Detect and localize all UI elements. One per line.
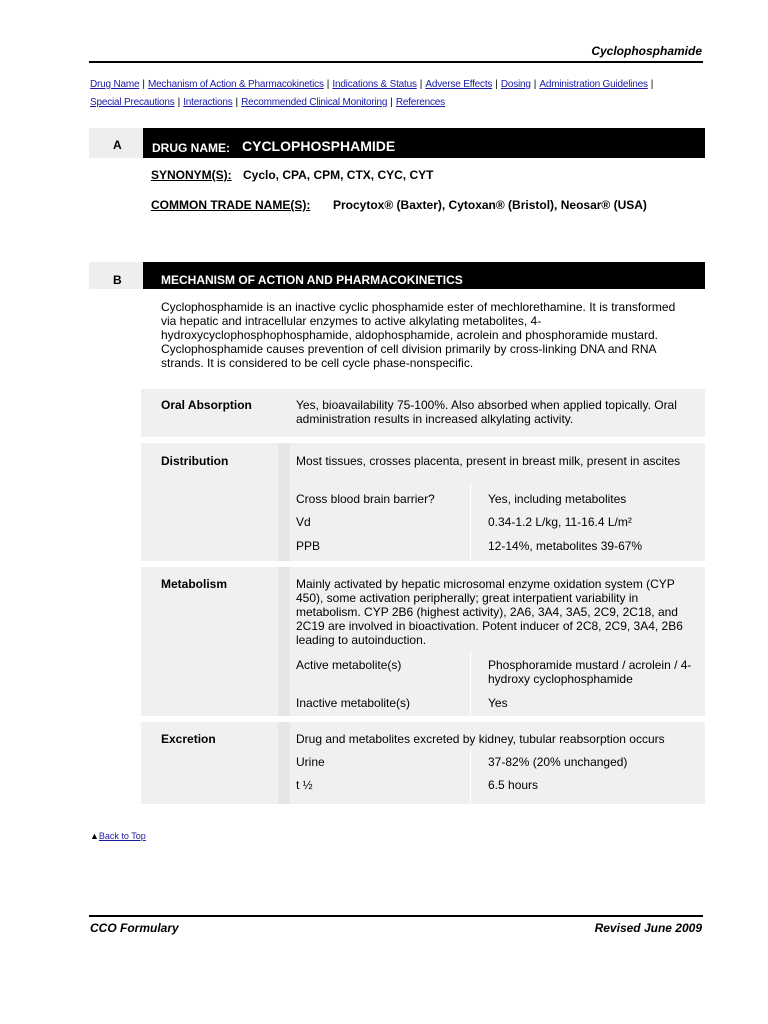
section-nav-row-1: Drug Name | Mechanism of Action & Pharmacokinetics | Indications & Status | Adverse Effects | Dosing | Administration Guidelines | xyxy=(90,79,654,90)
nav-link-special-precautions[interactable]: Special Precautions xyxy=(90,97,175,108)
nav-link-administration[interactable]: Administration Guidelines xyxy=(539,79,648,90)
distribution-value-vd: 0.34-1.2 L/kg, 11-16.4 L/m² xyxy=(488,515,632,529)
section-a-marker xyxy=(89,128,145,158)
distribution-text: Most tissues, crosses placenta, present in breast milk, present in ascites xyxy=(296,454,681,468)
section-b-heading xyxy=(143,262,705,289)
section-b-marker xyxy=(89,262,145,289)
metabolism-label: Metabolism xyxy=(161,577,228,591)
nav-link-dosing[interactable]: Dosing xyxy=(500,79,531,90)
nav-link-drug-name[interactable]: Drug Name xyxy=(90,79,140,90)
nav-link-interactions[interactable]: Interactions xyxy=(183,97,233,108)
metabolism-row xyxy=(141,567,705,716)
distribution-value-bbb: Yes, including metabolites xyxy=(488,492,627,506)
oral-absorption-label: Oral Absorption xyxy=(161,398,252,412)
nav-link-indications[interactable]: Indications & Status xyxy=(332,79,417,90)
back-to-top xyxy=(90,831,146,841)
distribution-label: Distribution xyxy=(161,454,229,468)
section-nav-row-2: Special Precautions | Interactions | Recommended Clinical Monitoring | References xyxy=(90,97,445,108)
excretion-row xyxy=(141,722,705,804)
metabolism-text: Mainly activated by hepatic microsomal enzyme oxidation system (CYP 450), some activation peripherally; great interpatient variability in metabolism. CYP 2B6 (highest activity), 2A6, 3A4, 3A5, 2C9, 2C18, and 2C19 are involved in bioactivation. Potent inducer of 2C8, 2C9, 3A4, 2B6 leading to autoinduction. xyxy=(296,577,683,647)
excretion-text: Drug and metabolites excreted by kidney, tubular reabsorption occurs xyxy=(296,732,665,746)
section-a-letter: A xyxy=(113,138,122,152)
header-rule xyxy=(89,61,703,63)
nav-link-adverse-effects[interactable]: Adverse Effects xyxy=(425,79,493,90)
section-a-heading xyxy=(143,128,705,158)
section-b-title: MECHANISM OF ACTION AND PHARMACOKINETICS xyxy=(161,273,463,287)
synonyms-label: SYNONYM(S): xyxy=(151,168,232,182)
metabolism-key-inactive: Inactive metabolite(s) xyxy=(296,696,411,710)
metabolism-value-active: Phosphoramide mustard / acrolein / 4-hydroxy cyclophosphamide xyxy=(488,658,692,686)
oral-absorption-text: Yes, bioavailability 75-100%. Also absorbed when applied topically. Oral administration results in increased alkylating activity. xyxy=(296,398,677,426)
trade-names-value: Procytox® (Baxter), Cytoxan® (Bristol), Neosar® (USA) xyxy=(333,198,647,212)
pharmacokinetics-table xyxy=(141,389,705,804)
metabolism-value-inactive: Yes xyxy=(488,696,508,710)
distribution-value-ppb: 12-14%, metabolites 39-67% xyxy=(488,539,643,553)
mechanism-paragraph: Cyclophosphamide is an inactive cyclic phosphamide ester of mechlorethamine. It is transformed via hepatic and intracellular enzymes to active alkylating metabolites, 4-hydroxycyclophosphophosphamide, aldophosphamide, acrolein and phosphoramide mustard. Cyclophosphamide causes prevention of cell division primarily by cross-linking DNA and RNA strands. It is considered to be cell cycle phase-nonspecific. xyxy=(161,300,676,370)
section-b-letter: B xyxy=(113,273,122,287)
excretion-value-urine: 37-82% (20% unchanged) xyxy=(488,755,628,769)
footer-source: CCO Formulary xyxy=(90,921,179,935)
document-title: Cyclophosphamide xyxy=(591,44,702,58)
distribution-row xyxy=(141,443,705,561)
excretion-value-half-life: 6.5 hours xyxy=(488,778,539,792)
distribution-key-bbb: Cross blood brain barrier? xyxy=(296,492,435,506)
distribution-key-ppb: PPB xyxy=(296,539,321,553)
drug-name-label: DRUG NAME: xyxy=(152,141,230,155)
nav-link-monitoring[interactable]: Recommended Clinical Monitoring xyxy=(241,97,388,108)
metabolism-key-active: Active metabolite(s) xyxy=(296,658,402,672)
excretion-key-half-life: t ½ xyxy=(296,778,313,792)
drug-name-value: CYCLOPHOSPHAMIDE xyxy=(242,138,396,154)
footer-revision: Revised June 2009 xyxy=(594,921,702,935)
excretion-label: Excretion xyxy=(161,732,216,746)
oral-absorption-row xyxy=(141,389,705,437)
back-to-top-link[interactable]: Back to Top xyxy=(98,831,146,841)
synonyms-value: Cyclo, CPA, CPM, CTX, CYC, CYT xyxy=(243,168,434,182)
footer-rule xyxy=(89,915,703,917)
nav-link-mechanism[interactable]: Mechanism of Action & Pharmacokinetics xyxy=(147,79,324,90)
up-arrow-icon: ▲ xyxy=(90,831,99,841)
distribution-key-vd: Vd xyxy=(296,515,311,529)
trade-names-label: COMMON TRADE NAME(S): xyxy=(151,198,311,212)
excretion-key-urine: Urine xyxy=(296,755,325,769)
nav-link-references[interactable]: References xyxy=(395,97,445,108)
